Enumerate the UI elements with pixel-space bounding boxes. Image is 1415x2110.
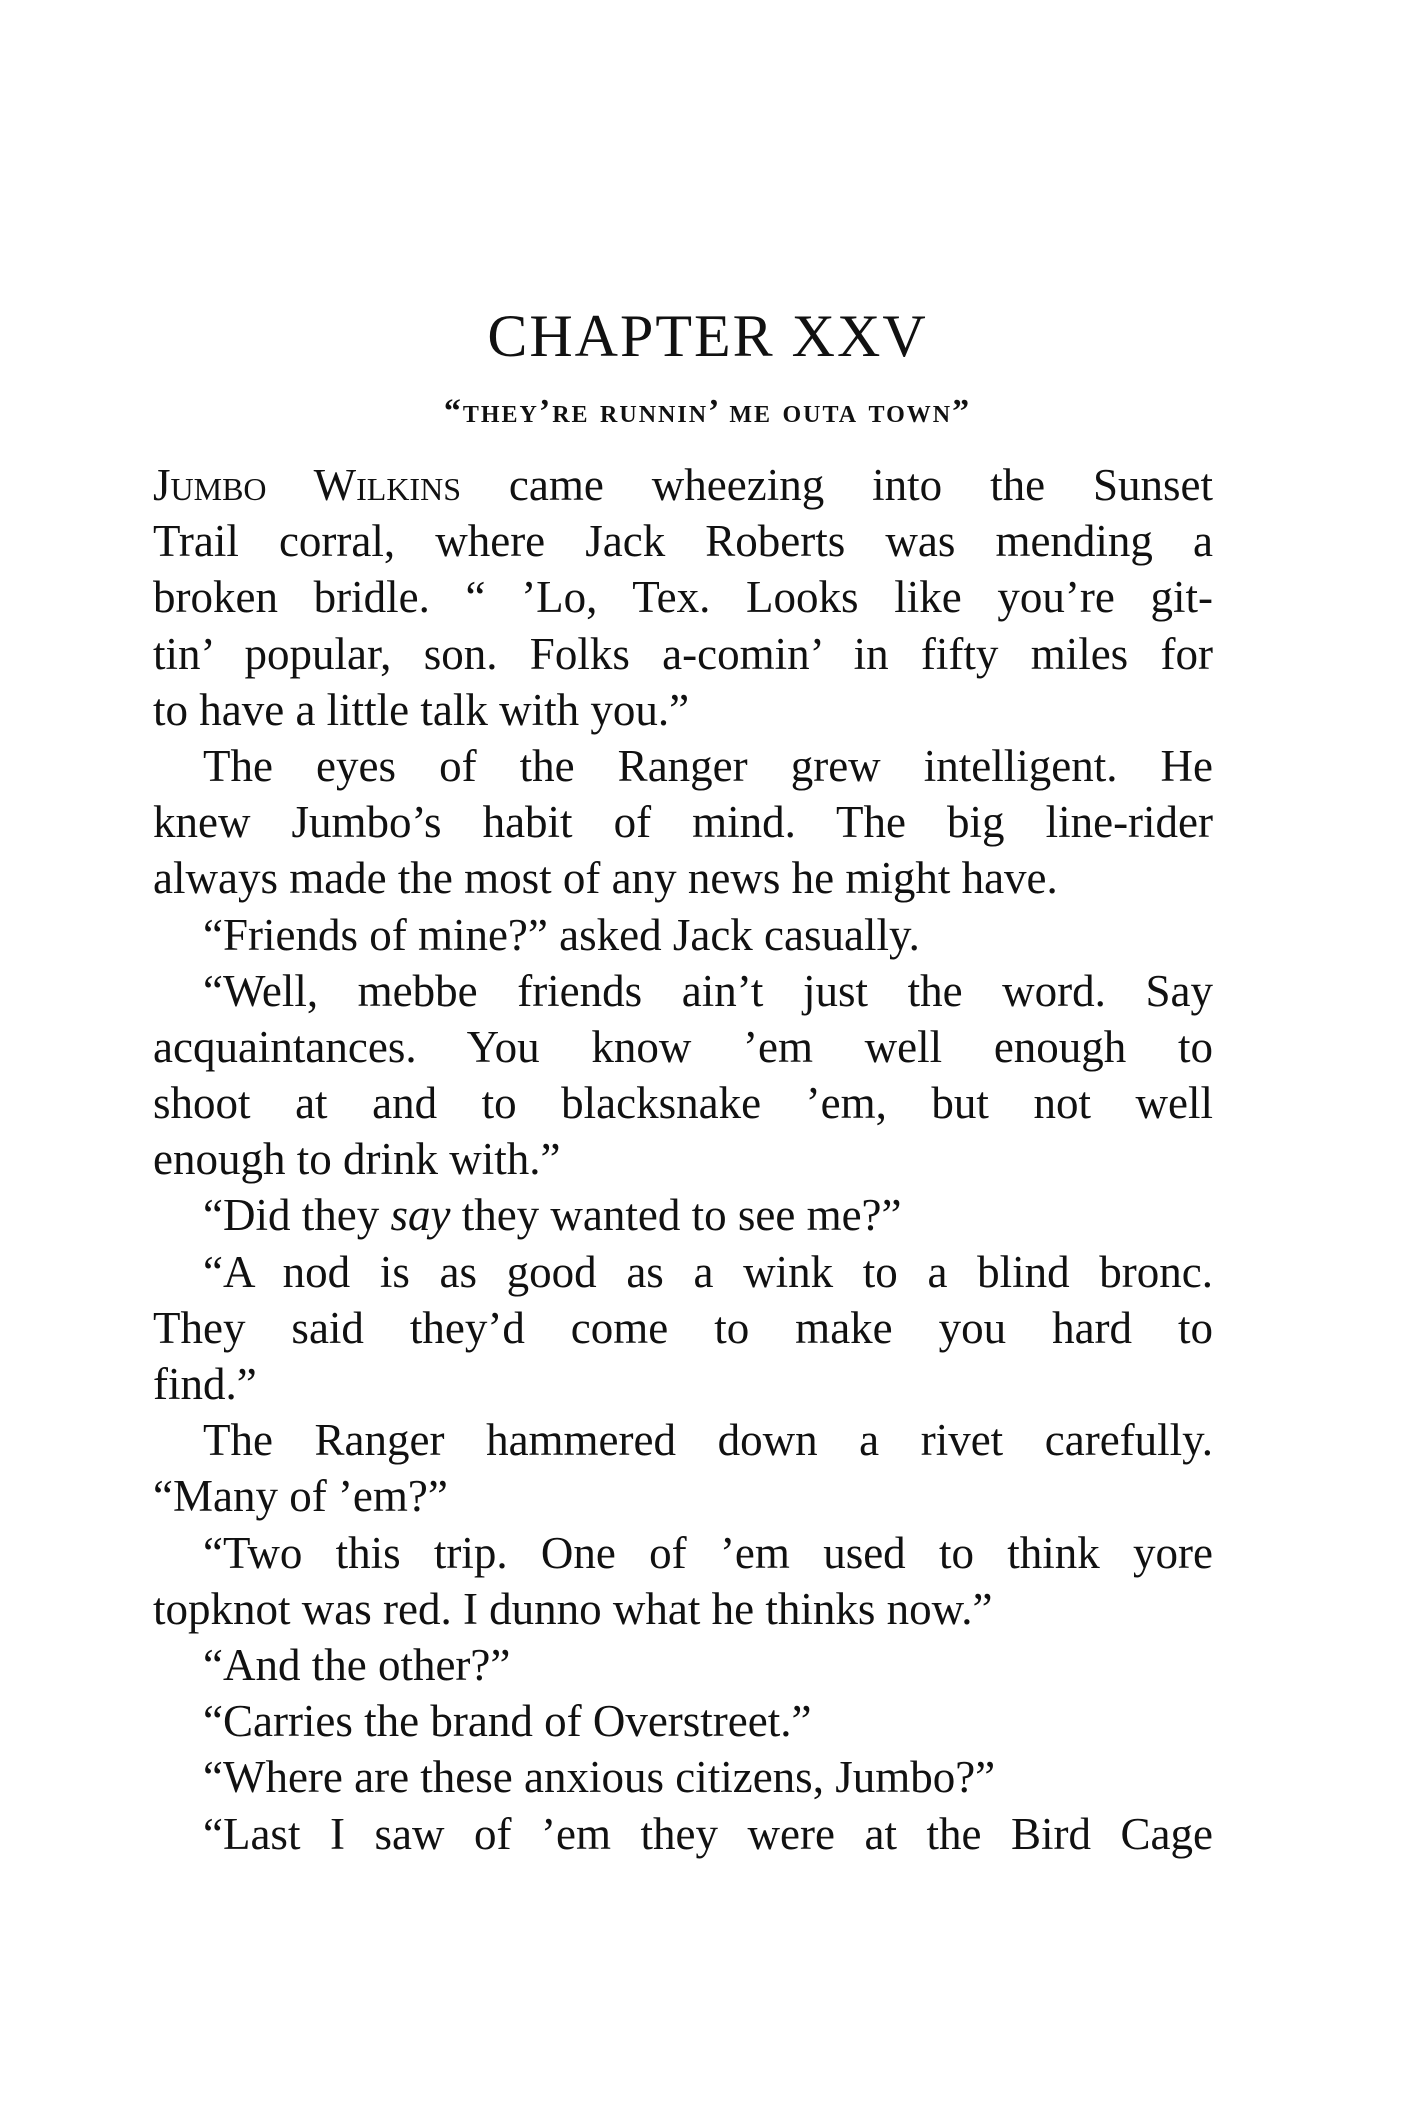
chapter-title: CHAPTER XXV bbox=[487, 303, 928, 369]
text-run: topknot was red. I dunno what he thinks now.” bbox=[153, 1583, 993, 1634]
text-line bbox=[153, 1468, 1213, 1524]
small-caps-text: Jumbo Wilkins bbox=[153, 460, 461, 510]
text-line bbox=[153, 963, 1213, 1019]
text-run: “Carries the brand of Overstreet.” bbox=[203, 1696, 812, 1747]
text-run: shoot at and to blacksnake ’em, but not well bbox=[153, 1078, 1213, 1129]
text-run: to have a little talk with you.” bbox=[153, 684, 690, 735]
text-run: The eyes of the Ranger grew intelligent. He bbox=[203, 740, 1213, 791]
chapter-subtitle: “they’re runnin’ me outa town” bbox=[443, 393, 972, 430]
text-line bbox=[153, 1806, 1213, 1862]
text-line bbox=[153, 1581, 1213, 1637]
text-line bbox=[153, 1356, 1213, 1412]
text-line bbox=[153, 1637, 1213, 1693]
text-line bbox=[153, 457, 1213, 513]
text-run: “And the other?” bbox=[203, 1639, 511, 1690]
text-line bbox=[153, 682, 1213, 738]
text-line bbox=[153, 1075, 1213, 1131]
text-line bbox=[153, 1131, 1213, 1187]
text-run: “A nod is as good as a wink to a blind bronc. bbox=[203, 1246, 1213, 1297]
text-line bbox=[153, 1525, 1213, 1581]
text-line bbox=[153, 1693, 1213, 1749]
text-line bbox=[153, 1300, 1213, 1356]
text-run: always made the most of any news he might have. bbox=[153, 853, 1058, 904]
italic-text: say bbox=[390, 1190, 451, 1241]
text-line bbox=[153, 626, 1213, 682]
text-line bbox=[153, 907, 1213, 963]
text-line bbox=[153, 738, 1213, 794]
body-text bbox=[153, 457, 1213, 1862]
text-run: came wheezing into the Sunset bbox=[461, 460, 1213, 510]
text-run: “Did they bbox=[203, 1190, 391, 1241]
text-run: enough to drink with.” bbox=[153, 1134, 561, 1185]
text-run: tin’ popular, son. Folks a-comin’ in fifty miles for bbox=[153, 628, 1213, 679]
text-run: they wanted to see me?” bbox=[450, 1190, 902, 1241]
text-line bbox=[153, 1244, 1213, 1300]
text-run: broken bridle. “ ’Lo, Tex. Looks like you’re git- bbox=[153, 572, 1213, 623]
text-line bbox=[153, 1019, 1213, 1075]
text-run: “Two this trip. One of ’em used to think yore bbox=[203, 1527, 1213, 1578]
text-line bbox=[153, 1412, 1213, 1468]
text-line bbox=[153, 513, 1213, 569]
text-run: They said they’d come to make you hard to bbox=[153, 1302, 1213, 1353]
text-run: “Many of ’em?” bbox=[153, 1471, 448, 1522]
text-run: “Where are these anxious citizens, Jumbo?” bbox=[203, 1752, 996, 1803]
text-run: “Last I saw of ’em they were at the Bird Cage bbox=[203, 1808, 1213, 1859]
text-line bbox=[153, 1749, 1213, 1805]
text-line bbox=[153, 1187, 1213, 1243]
text-run: “Friends of mine?” asked Jack casually. bbox=[203, 909, 920, 960]
text-run: find.” bbox=[153, 1359, 257, 1409]
text-line bbox=[153, 850, 1213, 906]
text-line bbox=[153, 569, 1213, 625]
text-run: “Well, mebbe friends ain’t just the word. Say bbox=[203, 965, 1213, 1016]
text-run: The Ranger hammered down a rivet carefully. bbox=[203, 1415, 1213, 1466]
text-run: knew Jumbo’s habit of mind. The big line-rider bbox=[153, 797, 1213, 848]
text-run: Trail corral, where Jack Roberts was mending a bbox=[153, 516, 1213, 567]
text-run: acquaintances. You know ’em well enough to bbox=[153, 1021, 1213, 1072]
text-line bbox=[153, 794, 1213, 850]
